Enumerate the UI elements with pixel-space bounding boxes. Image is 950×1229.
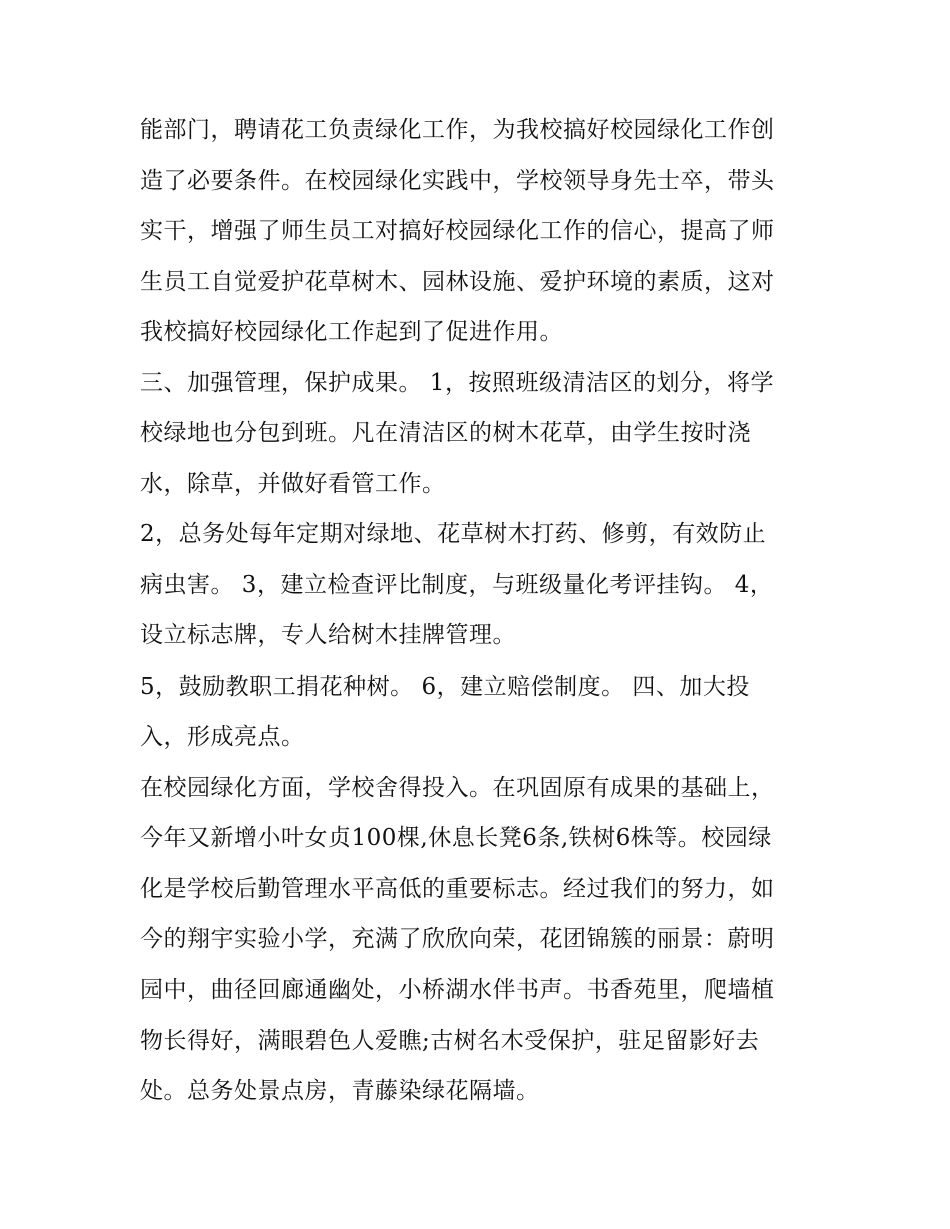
text-line: 病虫害。 3，建立检查评比制度，与班级量化考评挂钩。 4， — [140, 572, 774, 598]
text-line: 园中，曲径回廊通幽处，小桥湖水伴书声。书香苑里，爬墙植 — [140, 977, 775, 1003]
text-line: 化是学校后勤管理水平高低的重要标志。经过我们的努力，如 — [140, 876, 775, 902]
text-line: 实干，增强了师生员工对搞好校园绿化工作的信心，提高了师 — [140, 218, 775, 244]
text-line: 物长得好，满眼碧色人爱瞧;古树名木受保护，驻足留影好去 — [140, 1028, 760, 1054]
text-line: 水，除草，并做好看管工作。 — [140, 471, 446, 497]
text-line: 处。总务处景点房，青藤染绿花隔墙。 — [140, 1078, 540, 1104]
text-line: 生员工自觉爱护花草树木、园林设施、爱护环境的素质，这对 — [140, 269, 775, 295]
text-line: 我校搞好校园绿化工作起到了促进作用。 — [140, 319, 563, 345]
text-line: 校绿地也分包到班。凡在清洁区的树木花草，由学生按时浇 — [140, 420, 751, 446]
text-line: 入，形成亮点。 — [140, 724, 305, 750]
text-line: 能部门，聘请花工负责绿化工作，为我校搞好校园绿化工作创 — [140, 117, 775, 143]
text-line: 三、加强管理，保护成果。 1，按照班级清洁区的划分，将学 — [140, 370, 774, 396]
text-line: 设立标志牌，专人给树木挂牌管理。 — [140, 622, 516, 648]
text-line: 今的翔宇实验小学，充满了欣欣向荣，花团锦簇的丽景：蔚明 — [140, 926, 775, 952]
text-line: 造了必要条件。在校园绿化实践中，学校领导身先士卒，带头 — [140, 168, 775, 194]
text-line: 在校园绿化方面，学校舍得投入。在巩固原有成果的基础上， — [140, 775, 775, 801]
text-line: 今年又新增小叶女贞100棵,休息长凳6条,铁树6株等。校园绿 — [140, 825, 772, 851]
text-line: 2，总务处每年定期对绿地、花草树木打药、修剪，有效防止 — [140, 521, 767, 547]
text-line: 5，鼓励教职工捐花种树。 6，建立赔偿制度。 四、加大投 — [140, 674, 750, 700]
